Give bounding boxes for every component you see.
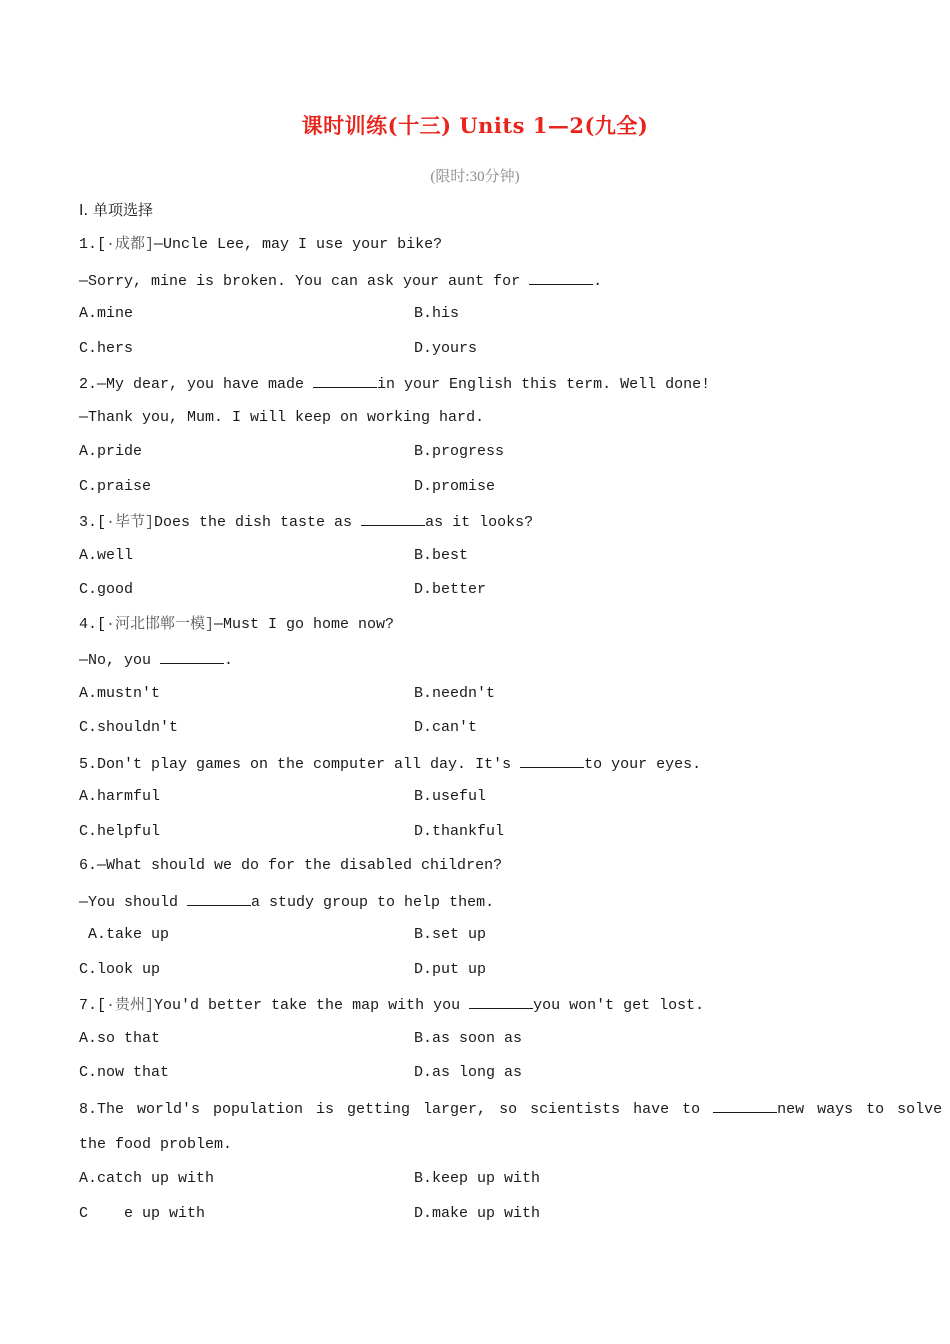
option-d[interactable]: D.put up <box>414 961 487 978</box>
question-text: 2.—My dear, you have made <box>79 376 314 393</box>
option-a[interactable]: A.mine <box>79 305 134 322</box>
option-c[interactable]: C.shouldn't <box>79 719 179 736</box>
answer-blank[interactable] <box>520 753 584 768</box>
option-b[interactable]: B.needn't <box>414 685 496 702</box>
option-b[interactable]: B.useful <box>414 788 487 805</box>
question-text: You'd better take the map with you <box>154 997 470 1014</box>
time-limit: (限时:30分钟) <box>430 169 520 185</box>
source-tag: ·贵州] <box>106 997 155 1014</box>
option-c[interactable]: C.helpful <box>79 823 161 840</box>
answer-blank[interactable] <box>160 649 224 664</box>
question-text: to your eyes. <box>584 756 702 773</box>
option-a[interactable]: A.so that <box>79 1030 161 1047</box>
option-a[interactable]: A.catch up with <box>79 1170 215 1187</box>
option-b[interactable]: B.set up <box>414 926 487 943</box>
answer-blank[interactable] <box>529 270 593 285</box>
question-number: 3.[ <box>79 514 107 531</box>
source-tag: ·毕节] <box>106 514 155 531</box>
option-b[interactable]: B.best <box>414 547 469 564</box>
question-text: you won't get lost. <box>533 997 705 1014</box>
answer-blank[interactable] <box>187 891 251 906</box>
option-d[interactable]: D.as long as <box>414 1064 523 1081</box>
question-4-stem <box>79 615 394 635</box>
option-d[interactable]: D.promise <box>414 478 496 495</box>
question-5-stem <box>79 753 701 775</box>
option-c[interactable]: C.good <box>79 581 134 598</box>
question-2-reply: —Thank you, Mum. I will keep on working hard. <box>79 409 485 426</box>
question-text: a study group to help them. <box>251 894 495 911</box>
question-text: . <box>593 273 603 290</box>
option-d[interactable]: D.yours <box>414 340 478 357</box>
question-number: 4.[ <box>79 616 107 633</box>
option-c[interactable]: C.now that <box>79 1064 170 1081</box>
answer-blank[interactable] <box>361 511 425 526</box>
question-6-stem: 6.—What should we do for the disabled children? <box>79 857 503 874</box>
option-b[interactable]: B.as soon as <box>414 1030 523 1047</box>
answer-blank[interactable] <box>313 373 377 388</box>
source-tag: ·河北邯郸一模] <box>106 616 215 633</box>
question-number: 1.[ <box>79 236 107 253</box>
option-c[interactable]: C e up with <box>79 1205 206 1222</box>
option-b[interactable]: B.his <box>414 305 460 322</box>
option-d[interactable]: D.better <box>414 581 487 598</box>
option-a[interactable]: A.mustn't <box>79 685 161 702</box>
question-7-stem <box>79 994 704 1016</box>
option-a[interactable]: A.take up <box>79 926 170 943</box>
question-text: —Uncle Lee, may I use your bike? <box>154 236 443 253</box>
question-2-stem <box>79 373 710 395</box>
question-number: 7.[ <box>79 997 107 1014</box>
question-text: —You should <box>79 894 188 911</box>
question-1-stem <box>79 235 442 255</box>
question-text: 5.Don't play games on the computer all day. It's <box>79 756 521 773</box>
question-text: . <box>224 652 234 669</box>
option-a[interactable]: A.pride <box>79 443 143 460</box>
option-c[interactable]: C.praise <box>79 478 152 495</box>
answer-blank[interactable] <box>713 1098 777 1113</box>
question-4-reply <box>79 649 233 671</box>
option-a[interactable]: A.well <box>79 547 134 564</box>
option-d[interactable]: D.can't <box>414 719 478 736</box>
option-c[interactable]: C.look up <box>79 961 161 978</box>
question-text: 8.The world's population is getting larger, so scientists have to <box>79 1101 714 1118</box>
question-text: in your English this term. Well done! <box>377 376 711 393</box>
question-text: —Sorry, mine is broken. You can ask your aunt for <box>79 273 530 290</box>
option-b[interactable]: B.progress <box>414 443 505 460</box>
question-text: —No, you <box>79 652 161 669</box>
question-text: —Must I go home now? <box>214 616 395 633</box>
question-6-reply <box>79 891 494 913</box>
section-heading: Ⅰ. 单项选择 <box>79 201 153 219</box>
answer-blank[interactable] <box>469 994 533 1009</box>
option-a[interactable]: A.harmful <box>79 788 161 805</box>
question-1-reply <box>79 270 602 292</box>
question-8-stem <box>79 1098 942 1120</box>
option-c[interactable]: C.hers <box>79 340 134 357</box>
question-text: new ways to solve <box>777 1101 943 1118</box>
option-d[interactable]: D.make up with <box>414 1205 541 1222</box>
question-3-stem <box>79 511 533 533</box>
option-b[interactable]: B.keep up with <box>414 1170 541 1187</box>
question-text: Does the dish taste as <box>154 514 362 531</box>
page-title: 课时训练(十三) Units 1—2(九全) <box>301 113 649 138</box>
question-text: as it looks? <box>425 514 534 531</box>
question-8-continuation: the food problem. <box>79 1136 233 1153</box>
source-tag: ·成都] <box>106 236 155 253</box>
option-d[interactable]: D.thankful <box>414 823 505 840</box>
